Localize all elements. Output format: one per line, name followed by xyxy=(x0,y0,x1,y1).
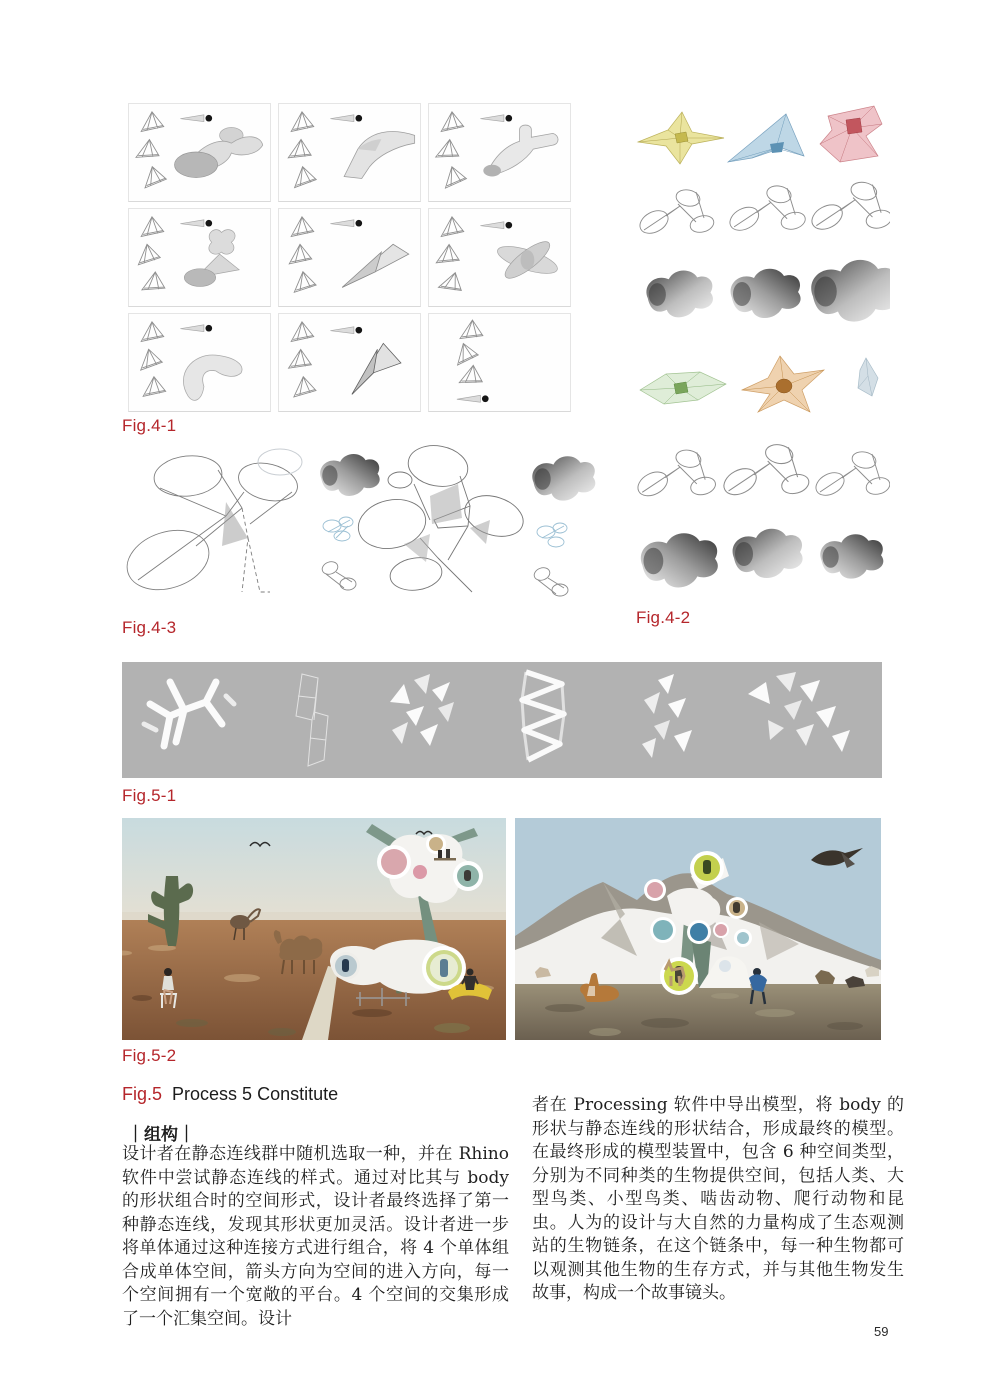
mini-line-sketch-b xyxy=(532,566,568,596)
mini-render-b xyxy=(532,456,595,500)
wireframe-cluster-b xyxy=(354,441,529,593)
fig5-title-text: Process 5 Constitute xyxy=(172,1084,339,1104)
panel-graphic xyxy=(279,314,420,411)
panel-graphic xyxy=(429,209,570,306)
fig5-2-photo-mountain xyxy=(515,818,881,1040)
fig4-1-panel-2 xyxy=(278,103,421,202)
model-branching-tubes xyxy=(144,682,234,746)
panel-graphic xyxy=(429,314,570,411)
fig5-1-figure xyxy=(122,662,882,778)
fig5-1-caption: Fig.5-1 xyxy=(122,786,177,805)
section-heading: ｜组构｜ xyxy=(127,1125,195,1145)
body-paragraph-right: 者在 Processing 软件中导出模型，将 body 的形状与静态连线的形状结合，形成最终的模型。在最终形成的模型装置中，包含 6 种空间类型，分别为不同种类的生物提供空间，包括人类、大型鸟类、小型鸟类、啮齿动物、爬行动物和昆虫。人为的设计与大自然的力量构成了生态观测站的生物链条，在这个链条中，每一种生物都可以观测其他生物的生存方式，并与其他生物发生故事，构成一个故事镜头。 xyxy=(532,1095,904,1303)
panel-graphic xyxy=(129,209,270,306)
fig4-1-panel-5 xyxy=(278,208,421,307)
kite-blue xyxy=(728,114,804,162)
mini-line-sketch-a xyxy=(320,560,356,590)
model-cone-cluster-3 xyxy=(748,672,850,752)
fig5-2-photo-desert xyxy=(122,818,506,1040)
fig5-title xyxy=(122,1084,338,1105)
fig5-1-graphic xyxy=(122,662,882,778)
model-cone-cluster-1 xyxy=(390,674,454,746)
model-cone-cluster-2 xyxy=(642,674,692,758)
fig4-3-figure xyxy=(122,438,602,615)
kite-pale-blue xyxy=(858,358,878,396)
fig4-2-figure xyxy=(632,104,890,607)
fig5-2-caption: Fig.5-2 xyxy=(122,1046,177,1065)
mini-blue-sketch-b xyxy=(537,523,567,547)
panel-graphic xyxy=(429,104,570,201)
kite-green xyxy=(640,372,726,404)
kite-yellow xyxy=(638,112,724,164)
faint-cone xyxy=(258,449,302,475)
mini-render-a xyxy=(320,454,380,496)
panel-graphic xyxy=(129,104,270,201)
fig4-1-panel-6 xyxy=(428,208,571,307)
fig4-2-caption: Fig.4-2 xyxy=(636,608,691,627)
fig4-1-caption: Fig.4-1 xyxy=(122,416,177,435)
desert-photo-graphic xyxy=(122,818,506,1040)
fig4-3-graphic xyxy=(122,438,602,610)
fig4-1-panel-9 xyxy=(428,313,571,412)
fig4-1-panel-1 xyxy=(128,103,271,202)
kite-red xyxy=(820,106,882,162)
mountain-photo-graphic xyxy=(515,818,881,1040)
fig4-1-panel-3 xyxy=(428,103,571,202)
panel-graphic xyxy=(279,209,420,306)
fig4-1-panel-7 xyxy=(128,313,271,412)
model-wireframe-tower xyxy=(296,674,328,766)
model-zigzag-tower xyxy=(522,672,564,760)
mini-blue-sketch-a xyxy=(323,517,353,541)
grassland-ground xyxy=(515,984,881,1040)
fig4-3-caption: Fig.4-3 xyxy=(122,618,177,637)
fig4-1-panel-4 xyxy=(128,208,271,307)
body-paragraph-left: 设计者在静态连线群中随机选取一种，并在 Rhino 软件中尝试静态连线的样式。通过对比其与 body 的形状组合时的空间形式，设计者最终选择了第一种静态连线，发现其形状更加灵活。设计者进一步将单体通过这种连接方式进行组合，将 4 个单体组合成单体空间，箭头方向为空间的进入方向，每一个空间拥有一个宽敞的平台。4 个空间的交集形成了一个汇集空间。设计 xyxy=(122,1144,509,1329)
fig5-title-label: Fig.5 xyxy=(122,1084,163,1104)
panel-graphic xyxy=(279,104,420,201)
fig4-1-panel-8 xyxy=(278,313,421,412)
panel-graphic xyxy=(129,314,270,411)
page-number: 59 xyxy=(874,1324,889,1339)
kite-orange xyxy=(742,356,824,412)
fig4-2-graphic xyxy=(632,104,890,602)
fig4-1-figure xyxy=(128,103,571,412)
shaded-patch xyxy=(222,502,248,546)
